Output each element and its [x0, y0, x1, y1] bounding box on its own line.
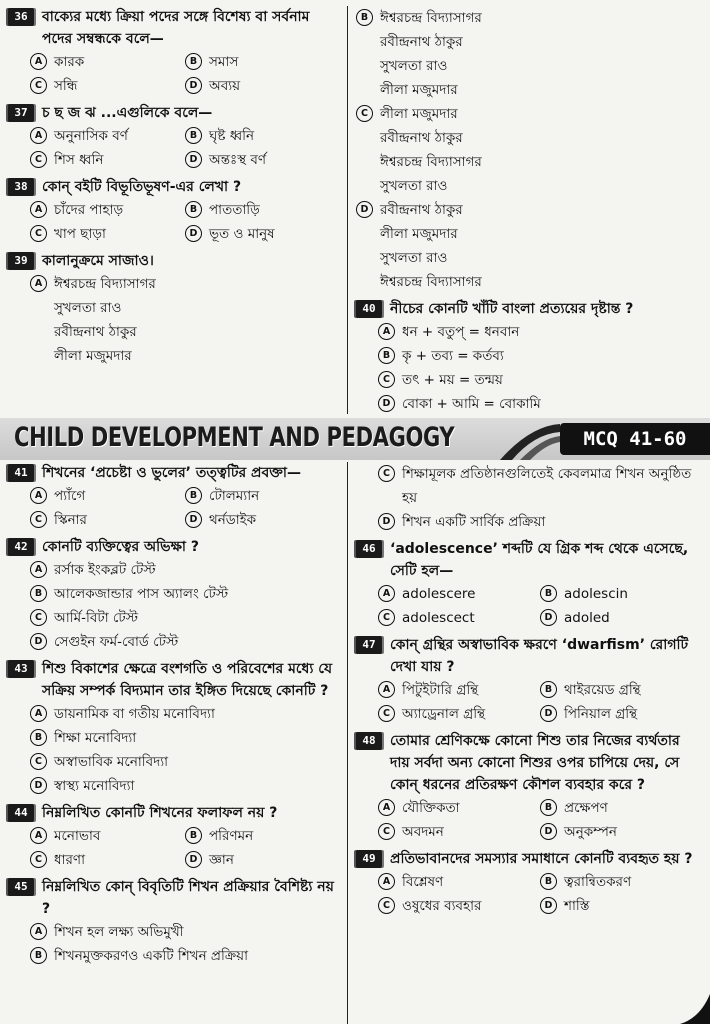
question-number: 39 [8, 252, 34, 270]
option-d: D পিনিয়াল গ্রন্থি [540, 702, 702, 726]
swoosh-decoration [490, 420, 560, 460]
page-corner-decoration [680, 994, 710, 1024]
question-text: চ ছ জ ঝ ...এগুলিকে বলে— [42, 105, 213, 121]
option-c: C তৎ + ময় = তন্ময় [378, 368, 702, 392]
option-d: D বোকা + আমি = বোকামি [378, 392, 702, 416]
question-text: নিম্নলিখিত কোন্ বিবৃতিটি শিখন প্রক্রিয়ার বৈশিষ্ট্য নয় ? [42, 879, 334, 917]
option-a: A প্যাঁগে [30, 484, 185, 508]
question-number: 47 [356, 636, 382, 654]
top-right-column [356, 6, 702, 416]
option-c: C অস্বাভাবিক মনোবিদ্যা [30, 750, 340, 774]
question-text: কোন্ গ্রন্থির অস্বাভাবিক ক্ষরণে ‘dwarfism’ রোগটি দেখা যায় ? [390, 637, 689, 675]
option-c: C adolescect [378, 606, 540, 630]
option-d: D শিখন একটি সার্বিক প্রক্রিয়া [378, 510, 702, 534]
option-c: C খাপ ছাড়া [30, 222, 185, 246]
option-a: A ঈশ্বরচন্দ্র বিদ্যাসাগর সুখলতা রাও রবীন্দ্রনাথ ঠাকুর লীলা মজুমদার [30, 272, 340, 368]
question-number: 44 [8, 804, 34, 822]
option-a: A শিখন হল লক্ষ্য অভিমুখী [30, 920, 340, 944]
option-d: D অনুকম্পন [540, 820, 702, 844]
option-a: A ডায়নামিক বা গতীয় মনোবিদ্যা [30, 702, 340, 726]
question-text: নীচের কোনটি খাঁটি বাংলা প্রত্যয়ের দৃষ্টান্ত ? [390, 301, 634, 317]
question-number: 37 [8, 104, 34, 122]
question-number: 43 [8, 660, 34, 678]
option-d: D অব্যয় [185, 74, 340, 98]
option-b: B adolescin [540, 582, 702, 606]
option-c: C লীলা মজুমদার রবীন্দ্রনাথ ঠাকুর ঈশ্বরচন্দ্র বিদ্যাসাগর সুখলতা রাও [356, 102, 702, 198]
question-42 [8, 536, 340, 654]
option-a: A চাঁদের পাহাড় [30, 198, 185, 222]
question-44 [8, 802, 340, 872]
question-number: 45 [8, 878, 34, 896]
question-37 [8, 102, 340, 172]
question-number: 46 [356, 540, 382, 558]
question-36 [8, 6, 340, 98]
question-text: কোনটি ব্যক্তিত্বের অভিক্ষা ? [42, 539, 199, 555]
option-c: C ধারণা [30, 848, 185, 872]
option-b: B টোলম্যান [185, 484, 340, 508]
question-text: প্রতিভাবানদের সমস্যার সমাধানে কোনটি ব্যবহৃত হয় ? [390, 851, 693, 867]
option-d: D রবীন্দ্রনাথ ঠাকুর লীলা মজুমদার সুখলতা রাও ঈশ্বরচন্দ্র বিদ্যাসাগর [356, 198, 702, 294]
option-a: A মনোভাব [30, 824, 185, 848]
option-a: A পিটুইটারি গ্রন্থি [378, 678, 540, 702]
option-c: C শিস ধ্বনি [30, 148, 185, 172]
question-number: 41 [8, 464, 34, 482]
question-text: শিশু বিকাশের ক্ষেত্রে বংশগতি ও পরিবেশের মধ্যে যে সক্রিয় সম্পর্ক বিদ্যমান তার ইঙ্গিত দিয়েছে কোনটি ? [42, 661, 333, 699]
column-divider [347, 462, 348, 1024]
option-b: B সমাস [185, 50, 340, 74]
question-41 [8, 462, 340, 532]
option-c: C আর্মি-বিটা টেস্ট [30, 606, 340, 630]
option-b: B কৃ + তব্য = কর্তব্য [378, 344, 702, 368]
option-a: A ধন + বতুপ্ = ধনবান [378, 320, 702, 344]
option-c: C অ্যাড্রেনাল গ্রন্থি [378, 702, 540, 726]
option-b: B ঘৃষ্ট ধ্বনি [185, 124, 340, 148]
question-46 [356, 538, 702, 630]
option-c: C সন্ধি [30, 74, 185, 98]
question-text: কালানুক্রমে সাজাও। [42, 253, 154, 269]
option-a: A রর্সাক ইংকব্লট টেস্ট [30, 558, 340, 582]
option-d: D জ্ঞান [185, 848, 340, 872]
section-title: CHILD DEVELOPMENT AND PEDAGOGY [14, 422, 455, 453]
option-b: B ঈশ্বরচন্দ্র বিদ্যাসাগর রবীন্দ্রনাথ ঠাকুর সুখলতা রাও লীলা মজুমদার [356, 6, 702, 102]
question-text: নিম্নলিখিত কোনটি শিখনের ফলাফল নয় ? [42, 805, 278, 821]
option-a: A যৌক্তিকতা [378, 796, 540, 820]
option-d: D শাস্তি [540, 894, 702, 918]
option-a: A কারক [30, 50, 185, 74]
question-number: 36 [8, 8, 34, 26]
option-b: B থাইরয়েড গ্রন্থি [540, 678, 702, 702]
question-45 [8, 876, 340, 968]
option-d: D সেগুইন ফর্ম-বোর্ড টেস্ট [30, 630, 340, 654]
question-number: 40 [356, 300, 382, 318]
question-number: 38 [8, 178, 34, 196]
option-a: A অনুনাসিক বর্ণ [30, 124, 185, 148]
question-number: 49 [356, 850, 382, 868]
question-38 [8, 176, 340, 246]
option-c: C ওষুধের ব্যবহার [378, 894, 540, 918]
bottom-right-column [356, 462, 702, 918]
option-b: B শিক্ষা মনোবিদ্যা [30, 726, 340, 750]
option-c: C শিক্ষামূলক প্রতিষ্ঠানগুলিতেই কেবলমাত্র শিখন অনুষ্ঠিত হয় [378, 462, 702, 510]
question-48 [356, 730, 702, 844]
mcq-range-badge: MCQ 41-60 [560, 423, 710, 455]
option-c: C স্কিনার [30, 508, 185, 532]
option-d: D ভূত ও মানুষ [185, 222, 340, 246]
question-text: শিখনের ‘প্রচেষ্টা ও ভুলের’ তত্ত্বটির প্রবক্তা— [42, 465, 301, 481]
question-text: তোমার শ্রেণিকক্ষে কোনো শিশু তার নিজের ব্যর্থতার দায় সর্বদা অন্য কোনো শিশুর ওপর চাপিয়ে দেয়, সে কোন্ ধরনের প্রতিরক্ষণ কৌশল ব্যবহার করে ? [390, 733, 680, 793]
option-d: D অন্তঃস্থ বর্ণ [185, 148, 340, 172]
option-b: B পাততাড়ি [185, 198, 340, 222]
question-40 [356, 298, 702, 416]
option-b: B প্রক্ষেপণ [540, 796, 702, 820]
option-a: A বিশ্লেষণ [378, 870, 540, 894]
option-b: B পরিণমন [185, 824, 340, 848]
question-text: কোন্ বইটি বিভূতিভূষণ-এর লেখা ? [42, 179, 242, 195]
section-banner [0, 418, 710, 460]
top-left-column [8, 6, 340, 368]
bottom-left-column [8, 462, 340, 968]
option-b: B আলেকজান্ডার পাস অ্যালং টেস্ট [30, 582, 340, 606]
option-d: D স্বাস্থ্য মনোবিদ্যা [30, 774, 340, 798]
question-text: ‘adolescence’ শব্দটি যে গ্রিক শব্দ থেকে এসেছে, সেটি হল— [390, 541, 689, 579]
column-divider [347, 6, 348, 414]
question-47 [356, 634, 702, 726]
option-b: B ত্বরান্বিতকরণ [540, 870, 702, 894]
question-number: 42 [8, 538, 34, 556]
question-43 [8, 658, 340, 798]
question-49 [356, 848, 702, 918]
option-a: A adolescere [378, 582, 540, 606]
option-b: B শিখনমুক্তকরণও একটি শিখন প্রক্রিয়া [30, 944, 340, 968]
question-text: বাক্যের মধ্যে ক্রিয়া পদের সঙ্গে বিশেষ্য বা সর্বনাম পদের সম্বন্ধকে বলে— [42, 9, 310, 47]
question-39 [8, 250, 340, 368]
option-d: D থর্নডাইক [185, 508, 340, 532]
option-c: C অবদমন [378, 820, 540, 844]
question-number: 48 [356, 732, 382, 750]
option-d: D adoled [540, 606, 702, 630]
